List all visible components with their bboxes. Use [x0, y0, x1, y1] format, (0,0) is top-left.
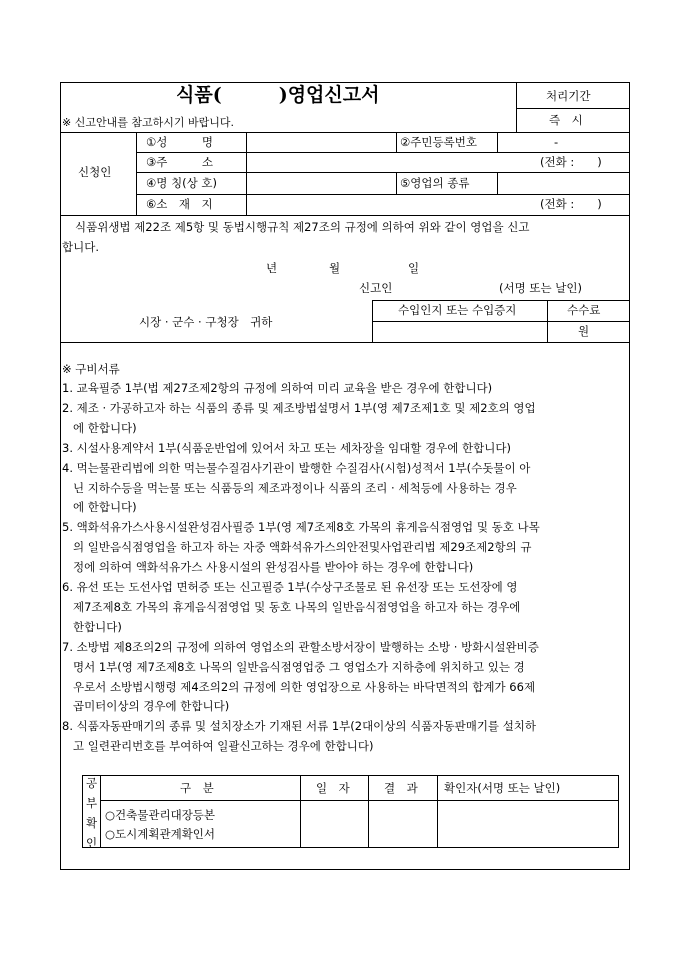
- date-year-label: 년: [266, 261, 278, 275]
- addressee-label: 시장 · 군수 · 구청장 귀하: [139, 315, 273, 329]
- stamp-field[interactable]: [373, 322, 546, 341]
- document-line: 우로서 소방법시행령 제4조의2의 규정에 의한 영업장으로 사용하는 바닥면적의 합계가 66제: [62, 679, 536, 694]
- processing-period-label: 처리기간: [546, 89, 591, 103]
- document-line: 닌 지하수등을 먹는물 또는 식품등의 제조과정이나 식품의 조리 · 세척등에 사용하는 경우: [62, 480, 517, 495]
- verification-side-2: 부: [86, 796, 98, 810]
- rrn-field[interactable]: -: [554, 135, 559, 149]
- document-line: 한합니다): [62, 619, 122, 634]
- document-line: 3. 시설사용계약서 1부(식품운반업에 있어서 차고 또는 세차장을 임대할 경우에 한합니다): [62, 440, 511, 455]
- address-label: ③주 소: [146, 155, 214, 169]
- location-field[interactable]: [247, 195, 527, 214]
- applicant-label: 신청인: [78, 165, 112, 179]
- verification-item-1: ○건축물관리대장등본: [105, 808, 216, 822]
- reporter-label: 신고인: [359, 281, 393, 295]
- verification-side-4: 인: [86, 836, 98, 850]
- col-checker: 확인자(서명 또는 날인): [444, 781, 561, 795]
- name-label: ①성 명: [146, 135, 214, 149]
- document-line: 제7조제8호 가목의 휴게음식점영업 및 동호 나목의 일반음식점영업을 하고자 하는 경우에: [62, 599, 521, 614]
- col-category: 구 분: [180, 781, 214, 795]
- business-name-field[interactable]: [247, 173, 395, 193]
- fee-unit: 원: [578, 324, 590, 338]
- rrn-label: ②주민등록번호: [400, 135, 477, 149]
- declaration-line-1: 식품위생법 제22조 제5항 및 동법시행규칙 제27조의 규정에 의하여 위와 같이 영업을 신고: [75, 220, 530, 234]
- col-date: 일 자: [316, 781, 350, 795]
- document-line: 정에 의하여 액화석유가스 사용시설의 완성검사를 받아야 하는 경우에 한합니다): [62, 560, 474, 575]
- notice-text: ※ 신고안내를 참고하시기 바랍니다.: [62, 116, 234, 129]
- business-name-label: ④명 칭(상 호): [146, 176, 218, 190]
- document-line: 에 한합니다): [62, 420, 137, 435]
- business-type-field[interactable]: [498, 173, 629, 193]
- documents-heading: ※ 구비서류: [62, 362, 120, 376]
- document-line: 4. 먹는물관리법에 의한 먹는물수질검사기관이 발행한 수질검사(시험)성적서 1부(수돗물이 아: [62, 460, 531, 475]
- verification-side-1: 공: [86, 776, 98, 790]
- signature-label: (서명 또는 날인): [499, 281, 582, 295]
- document-line: 고 일련관리번호를 부여하여 일괄신고하는 경우에 한합니다): [62, 739, 374, 754]
- location-label: ⑥소 재 지: [146, 197, 213, 211]
- col-result: 결 과: [384, 781, 418, 795]
- name-field[interactable]: [247, 133, 395, 151]
- verification-entry-area[interactable]: [301, 801, 618, 847]
- location-phone-label: (전화 : ): [540, 197, 602, 211]
- verification-side-3: 확: [86, 816, 98, 830]
- address-field[interactable]: [247, 153, 527, 171]
- document-line: 1. 교육필증 1부(법 제27조제2항의 규정에 의하여 미리 교육을 받은 경우에 한합니다): [62, 381, 493, 395]
- document-line: 곱미터이상의 경우에 한합니다): [62, 699, 230, 714]
- document-line: 6. 유선 또는 도선사업 면허증 또는 신고필증 1부(수상구조물로 된 유선장 또는 도선장에 영: [62, 580, 518, 594]
- document-line: 의 일반음식점영업을 하고자 하는 자중 액화석유가스의안전및사업관리법 제29조제2항의 규: [62, 540, 532, 555]
- business-type-label: ⑤영업의 종류: [400, 176, 470, 190]
- stamp-label: 수입인지 또는 수입증지: [398, 303, 517, 317]
- processing-period-value: 즉 시: [549, 113, 583, 127]
- document-line: 명서 1부(영 제7조제8호 나목의 일반음식점영업중 그 영업소가 지하층에 위치하고 있는 경: [62, 659, 525, 674]
- address-phone-label: (전화 : ): [540, 155, 602, 169]
- document-line: 5. 액화석유가스사용시설완성검사필증 1부(영 제7조제8호 가목의 휴게음식점영업 및 동호 나목: [62, 520, 540, 535]
- document-line: 2. 제조 · 가공하고자 하는 식품의 종류 및 제조방법설명서 1부(영 제7조제1호 및 제2호의 영업: [62, 400, 536, 415]
- document-line: 에 한합니다): [62, 500, 137, 515]
- document-line: 7. 소방법 제8조의2의 규정에 의하여 영업소의 관할소방서장이 발행하는 소방 · 방화시설완비증: [62, 639, 539, 654]
- document-line: 8. 식품자동판매기의 종류 및 설치장소가 기재된 서류 1부(2대이상의 식품자동판매기를 설치하: [62, 719, 537, 734]
- form-title: 식품( )영업신고서: [176, 84, 380, 106]
- fee-label: 수수료: [567, 303, 601, 317]
- verification-item-2: ○도시계획관계확인서: [105, 827, 216, 841]
- date-day-label: 일: [408, 261, 420, 275]
- declaration-line-2: 합니다.: [62, 240, 99, 254]
- date-month-label: 월: [329, 261, 341, 275]
